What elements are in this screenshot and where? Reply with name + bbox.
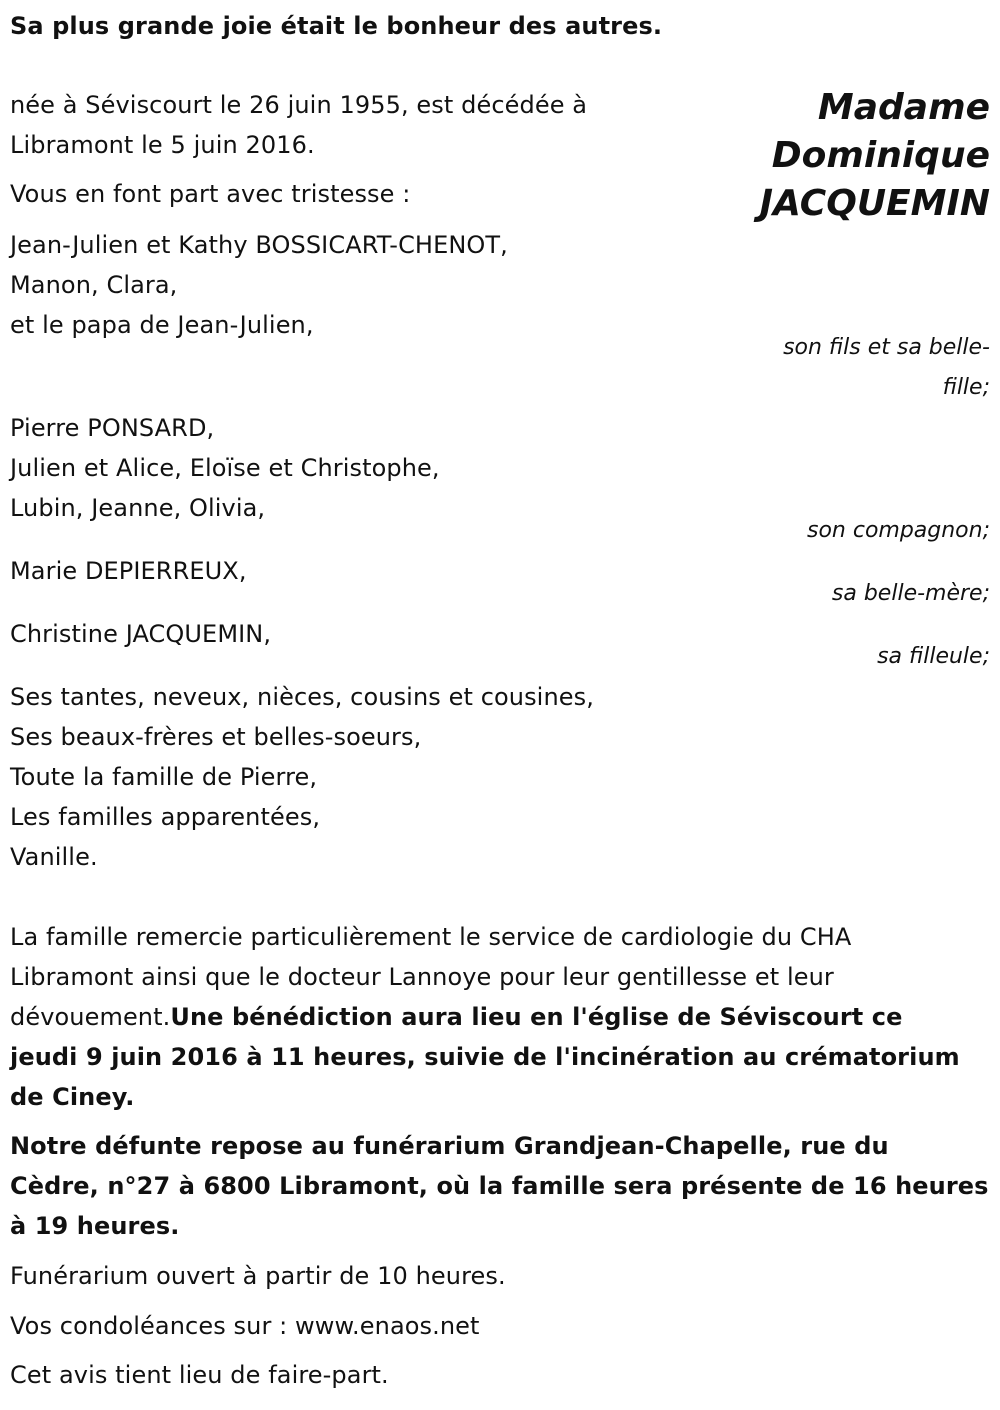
companion-group-line-3: Lubin, Jeanne, Olivia, [10,494,266,522]
goddaughter-name: Christine JACQUEMIN, [10,620,272,648]
ceremony-line-3: de Ciney. [10,1083,135,1111]
deceased-name-block [760,84,990,228]
son-group-line-1: Jean-Julien et Kathy BOSSICART-CHENOT, [10,231,508,259]
deceased-first-name: Dominique [771,135,990,176]
notice: Cet avis tient lieu de faire-part. [10,1361,389,1389]
goddaughter-relation: sa filleule; [877,644,990,669]
others-line-1: Ses tantes, neveux, nièces, cousins et cousines, [10,683,594,711]
ceremony-line-1: Une bénédiction aura lieu en l'église de Séviscourt ce [170,1003,903,1031]
companion-group-line-2: Julien et Alice, Eloïse et Christophe, [10,454,440,482]
birth-death-line-2: Libramont le 5 juin 2016. [10,131,315,159]
funeral-home-line-1: Notre défunte repose au funérarium Grandjean-Chapelle, rue du [10,1132,889,1160]
son-group-line-2: Manon, Clara, [10,271,178,299]
deceased-last-name: JACQUEMIN [759,183,990,224]
others-line-5: Vanille. [10,843,98,871]
mother-in-law-name: Marie DEPIERREUX, [10,557,247,585]
announce-intro: Vous en font part avec tristesse : [10,180,411,208]
motto: Sa plus grande joie était le bonheur des autres. [10,12,663,40]
funeral-home-line-3: à 19 heures. [10,1212,180,1240]
mother-in-law-relation: sa belle-mère; [831,581,990,606]
others-line-3: Toute la famille de Pierre, [10,763,318,791]
thanks-line-2: Libramont ainsi que le docteur Lannoye pour leur gentillesse et leur [10,963,834,991]
funeral-home-line-2: Cèdre, n°27 à 6800 Libramont, où la famille sera présente de 16 heures [10,1172,989,1200]
others-line-4: Les familles apparentées, [10,803,321,831]
companion-relation: son compagnon; [806,518,990,543]
opening-hours: Funérarium ouvert à partir de 10 heures. [10,1262,506,1290]
thanks-line-1: La famille remercie particulièrement le service de cardiologie du CHA [10,923,852,951]
thanks-line-3 [10,997,903,1037]
ceremony-line-2: jeudi 9 juin 2016 à 11 heures, suivie de l'incinération au crématorium [10,1043,960,1071]
condolences: Vos condoléances sur : www.enaos.net [10,1312,480,1340]
deceased-title: Madame [817,87,990,128]
son-group-line-3: et le papa de Jean-Julien, [10,311,314,339]
companion-group-line-1: Pierre PONSARD, [10,414,215,442]
thanks-line-3-regular: dévouement. [10,1003,171,1031]
others-line-2: Ses beaux-frères et belles-soeurs, [10,723,422,751]
son-group-relation-line-1: son fils et sa belle- [783,335,990,360]
birth-death-line-1: née à Séviscourt le 26 juin 1955, est décédée à [10,91,588,119]
son-group-relation-line-2: fille; [942,375,990,400]
